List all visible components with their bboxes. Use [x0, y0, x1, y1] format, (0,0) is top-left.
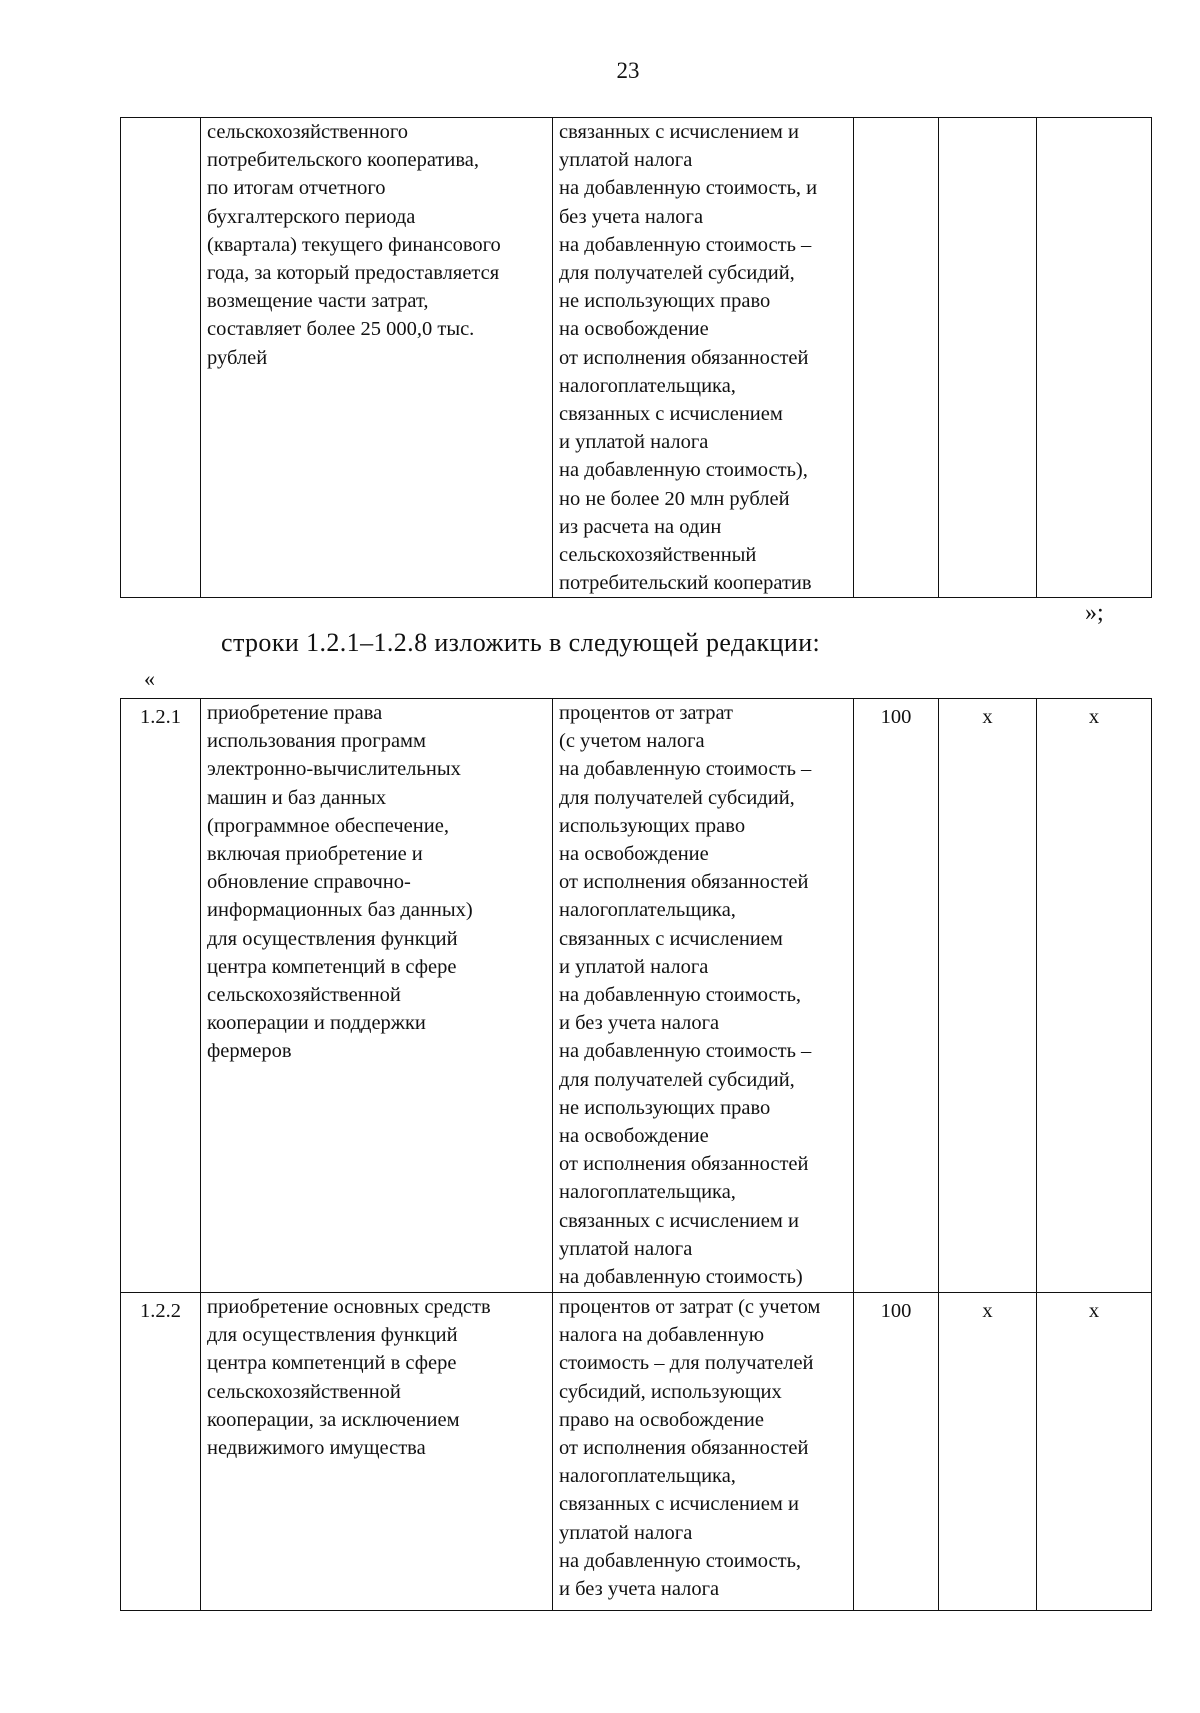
amendment-instruction: строки 1.2.1–1.2.8 изложить в следующей редакции:	[221, 628, 821, 657]
row-number-cell: 1.2.2	[121, 1293, 201, 1611]
column-6-cell: x	[1037, 1293, 1152, 1611]
continuation-table	[120, 117, 1152, 598]
subsidy-purpose-cell: приобретение права использования программ электронно-вычислительных машин и баз данных (программное обеспечение, включая приобретение и обновление справочно- информационных баз данных) для осуществления функций центра компетенций в сфере сельскохозяйственной кооперации и поддержки фермеров	[201, 699, 553, 1293]
column-6-cell	[1037, 118, 1152, 598]
rate-cell: 100	[854, 699, 939, 1293]
subsidy-purpose-cell: приобретение основных средств для осуществления функций центра компетенций в сфере сельскохозяйственной кооперации, за исключением недвижимого имущества	[201, 1293, 553, 1611]
column-5-cell	[939, 118, 1037, 598]
table-row-1-2-1	[121, 699, 1152, 1293]
column-5-cell: x	[939, 699, 1037, 1293]
subsidy-condition-cell: связанных с исчислением и уплатой налога на добавленную стоимость, и без учета налога на добавленную стоимость – для получателей субсидий, не использующих право на освобождение от исполнения обязанностей налогоплательщика, связанных с исчислением и уплатой налога на добавленную стоимость), но не более 20 млн рублей из расчета на один сельскохозяйственный потребительский кооператив	[553, 118, 854, 598]
row-number-cell	[121, 118, 201, 598]
amended-rows-table	[120, 698, 1152, 1611]
subsidy-purpose-cell: сельскохозяйственного потребительского кооператива, по итогам отчетного бухгалтерского периода (квартала) текущего финансового года, за который предоставляется возмещение части затрат, составляет более 25 000,0 тыс. рублей	[201, 118, 553, 598]
column-5-cell: x	[939, 1293, 1037, 1611]
closing-quote: »;	[1085, 600, 1104, 626]
page-number: 23	[616, 58, 640, 83]
rate-cell: 100	[854, 1293, 939, 1611]
subsidy-condition-cell: процентов от затрат (с учетом налога на добавленную стоимость – для получателей субсидий, использующих право на освобождение от исполнения обязанностей налогоплательщика, связанных с исчислением и уплатой налога на добавленную стоимость, и без учета налога на добавленную стоимость – для получателей субсидий, не использующих право на освобождение от исполнения обязанностей налогоплательщика, связанных с исчислением и уплатой налога на добавленную стоимость)	[553, 699, 854, 1293]
table-row-1-2-2	[121, 1293, 1152, 1611]
table-row	[121, 118, 1152, 598]
row-number-cell: 1.2.1	[121, 699, 201, 1293]
opening-quote: «	[144, 666, 155, 691]
column-6-cell: x	[1037, 699, 1152, 1293]
subsidy-condition-cell: процентов от затрат (с учетом налога на добавленную стоимость – для получателей субсидий, использующих право на освобождение от исполнения обязанностей налогоплательщика, связанных с исчислением и уплатой налога на добавленную стоимость, и без учета налога	[553, 1293, 854, 1611]
rate-cell	[854, 118, 939, 598]
